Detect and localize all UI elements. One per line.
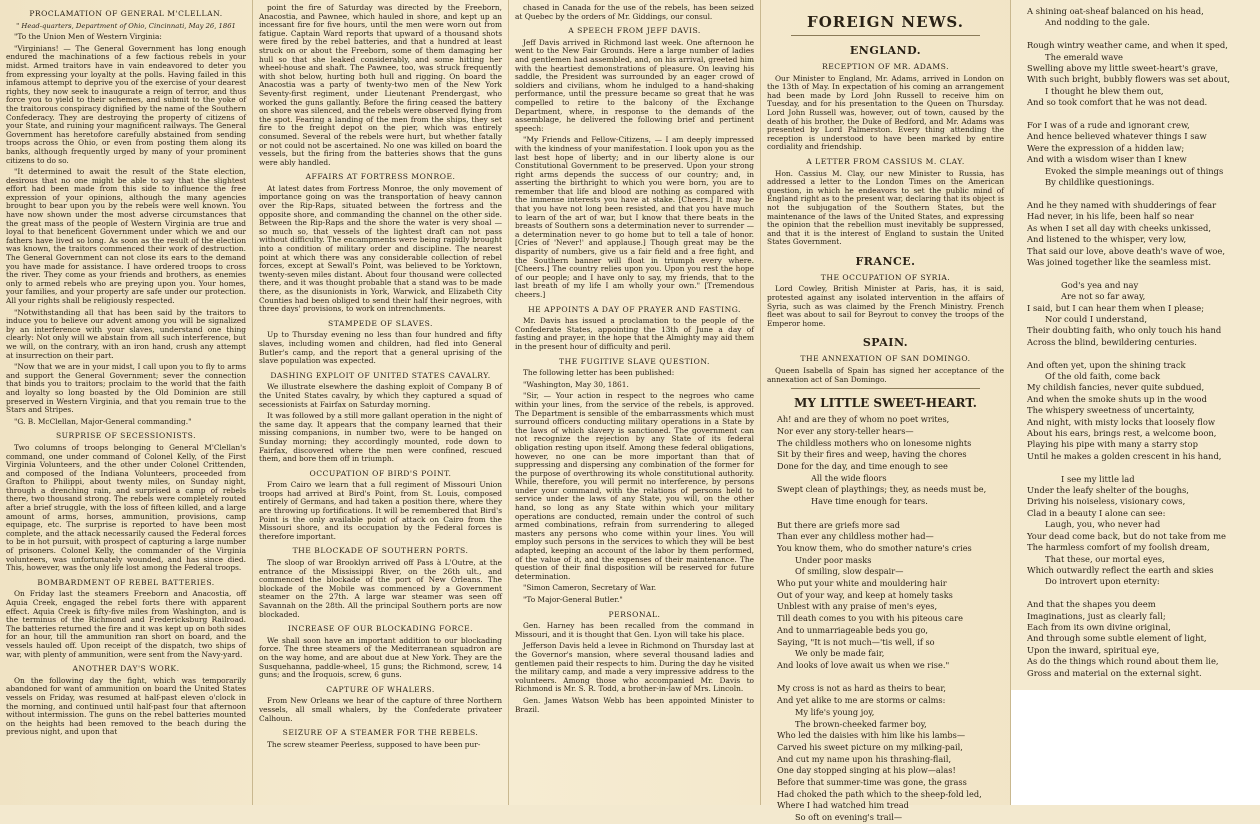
poem-line: One day stopped singing at his plow—alas! <box>777 765 956 776</box>
poem-line: And night, with misty locks that loosely flow <box>1027 416 1216 427</box>
poem-line <box>1027 462 1248 473</box>
poem-line <box>1027 189 1248 200</box>
poem-line <box>777 672 998 684</box>
poem-line: Until he makes a golden crescent in his hand, <box>1027 450 1222 461</box>
poem-line <box>1027 29 1248 40</box>
poem-title: MY LITTLE SWEET-HEART. <box>794 396 977 411</box>
article-paragraph: Up to Thursday evening no less than four hundred and fifty slaves, including women and children, had fled into General Butler's camp, and the report that a general uprising of the slave population was expected. <box>259 330 502 366</box>
article-heading: INCREASE OF OUR BLOCKADING FORCE. <box>287 624 474 634</box>
poem-line: Each from its own divine original, <box>1027 621 1171 632</box>
poem-line: Were the expression of a hidden law; <box>1027 142 1185 153</box>
article-paragraph: We illustrate elsewhere the dashing exploit of Company B of the United States cavalry, by which they captured a squad of secessionists at Fairfax on Saturday morning. <box>259 382 502 409</box>
poem-continued <box>1017 4 1254 679</box>
poem-line: And hence believed whatever things I saw <box>1027 131 1207 142</box>
poem-line: Gross and material on the external sight. <box>1027 667 1202 678</box>
poem-line: Who led the daisies with him like his lambs— <box>777 730 966 741</box>
poem-line: The emerald wave <box>1045 51 1124 62</box>
poem-line: The whispery sweetness of uncertainty, <box>1027 405 1195 416</box>
column-5-poem-continued <box>1010 0 1260 805</box>
poem-line: And to unmarriageable beds you go, <box>777 624 928 635</box>
article-paragraph: From New Orleans we hear of the capture of three Northern vessels, all small whalers, by the Confederate privateer Calhoun. <box>259 696 502 723</box>
article-text: Lord Cowley, British Minister at Paris, has, it is said, protested against any isolated intervention in the affairs of Syria, such as was claimed by the French Ministry. French fleet was about to sail for Beyrout to convey the troops of the Emperor home. <box>767 284 1004 328</box>
poem-line: As when I set all day with cheeks unkissed, <box>1027 222 1212 233</box>
poem-line: And through some subtle element of light, <box>1027 633 1207 644</box>
article-paragraph: The screw steamer Peerless, supposed to have been pur- <box>267 739 481 749</box>
poem-line: Out of your way, and keep at homely tasks <box>777 589 953 600</box>
poem-line: So oft on evening's trail— <box>795 812 903 823</box>
article-paragraph: The following letter has been published: <box>523 368 675 378</box>
article-paragraph: "G. B. McClellan, Major-General commanding." <box>14 416 192 426</box>
article-text: Queen Isabella of Spain has signed her acceptance of the annexation act of San Domingo. <box>767 366 1004 384</box>
foreign-news-title: FOREIGN NEWS. <box>807 13 964 31</box>
poem-line: Who put your white and mouldering hair <box>777 578 947 589</box>
article-paragraph: "It determined to await the result of the State election, desirous that no one might be able to say that the slightest effort had been made from this side to influence the free expression of your opinions, although the many agencies brought to bear upon you by the rebels were well known. You have now shown under the most adverse circumstances that the great mass of the people of Western Virginia are true and loyal to that beneficent Government under which we and our fathers have lived so long. As soon as the result of the election was known, the traitors commenced their work of destruction. The General Government can not close its ears to the demand you have made for assistance. I have ordered troops to cross the river. They come as your friends and brothers, as enemies only to armed rebels who are preying upon you. Your homes, your families, and your property are safe under our protection. All your rights shall be religiously respected. <box>6 167 246 305</box>
article-heading: A SPEECH FROM JEFF DAVIS. <box>568 26 701 36</box>
poem-line: Under poor masks <box>795 554 872 565</box>
article-text: Our Minister to England, Mr. Adams, arrived in London on the 13th of May. In expectation of his coming an arrangement had been made by Lord John Russell to receive him on Tuesday, and for his presentation to the Queen on Thursday. Lord John Russell was, however, out of town, caused by the death of his brother, the Duke of Bedford, and Mr. Adams was presented by Lord Palmerston. Every thing attending the reception is understood to have been marked by entire cordiality and friendship. <box>767 73 1004 152</box>
poem-line: A shining oat-sheaf balanced on his head, <box>1027 6 1204 16</box>
article-heading: SURPRISE OF SECESSIONISTS. <box>55 431 197 441</box>
article-heading: ANOTHER DAY'S WORK. <box>72 664 180 674</box>
article-paragraph: "To Major-General Butler." <box>523 595 623 604</box>
poem-line: Rough wintry weather came, and when it sped, <box>1027 40 1228 51</box>
poem-line: I thought he blew them out, <box>1045 85 1164 96</box>
poem-line: My childish fancies, never quite subdued, <box>1027 382 1205 393</box>
poem-line: That these, our mortal eyes, <box>1045 553 1165 564</box>
article-paragraph: "Notwithstanding all that has been said by the traitors to induce you to believe our advent among you will be signalized by an interference with your slaves, understand one thing clearly: Not only will we abstain from all such interference, but we will, on the contrary, with an iron hand, crush any attempt at insurrection on their part. <box>6 307 246 360</box>
poem-line: Had never, in his life, been half so near <box>1027 211 1194 222</box>
column-2 <box>252 0 508 805</box>
article-paragraph: "Simon Cameron, Secretary of War. <box>523 583 657 593</box>
article-paragraph: Gen. James Watson Webb has been appointed Minister to Brazil. <box>515 695 754 714</box>
article-paragraph: At latest dates from Fortress Monroe, the only movement of importance going on was the transportation of heavy cannon over the Rip-Raps, situated between the fortress and the opposite shore, and commanding the channel on the other side. Between the Rip-Raps and the shore the water is very shoal — so much so, that vessels of the lightest draft can not pass without difficulty. The encampments were being rapidly brought into a condition of military order and discipline. The nearest point at which there was any considerable collection of rebel forces, except at Sewall's Point, was believed to be Yorktown, twenty-seven miles distant. About four thousand were collected there, and it was thought probable that a stand was to be made there, as the disunionists in York, Warwick, and Elizabeth City Counties had been obliged to send their half their negroes, with three days' provisions, to work on intrenchments. <box>259 183 502 314</box>
poem-line: And that the shapes you deem <box>1027 599 1156 610</box>
article-paragraph: It was followed by a still more gallant operation in the night of the same day. It appears that the company learned that their missing companions, in number two, were to be hanged on Sunday morning; they accordingly mounted, rode down to Fairfax, discovered where the men were confined, rescued them, and bore them off in triumph. <box>259 411 502 464</box>
poem-line: Driving his noiseless, visionary cows, <box>1027 496 1186 507</box>
article-paragraph: Gen. Harney has been recalled from the command in Missouri, and it is thought that Gen. Lyon will take his place. <box>515 621 754 639</box>
article-paragraph: Mr. Davis has issued a proclamation to the people of the Confederate States, appointing the 13th of June a day of fasting and prayer, in the hope that the Almighty may aid them in the present hour of difficulty and peril. <box>515 316 754 351</box>
poem-line: For I was of a rude and ignorant crew, <box>1027 120 1190 131</box>
section-england: ENGLAND. <box>849 44 922 57</box>
poem-line: Before that summer-time was gone, the grass <box>777 777 967 788</box>
article-paragraph: Two columns of troops belonging to General M'Clellan's command, one under command of Colonel Kelly, of the First Virginia Volunteers, and the other under Colonel Crittenden, and composed of the Indiana Volunteers, proceeded from Grafton to Philippi, about twenty miles, on Sunday night, through a drenching rain, and surprised a camp of rebels there, two thousand strong. The rebels were completely routed after a brief struggle, with the loss of fifteen killed, and a large amount of arms, horses, ammunition, provisions, camp equipage, etc. The surprise is reported to have been most complete, and the attack necessarily caused the Federal forces to be in hot pursuit, with prospect of capturing a large number of prisoners. Colonel Kelly, the commander of the Virginia volunteers, was unfortunately wounded, and has since died. This, however, was the only life lost among the Federal troops. <box>6 442 246 573</box>
poem-line: We only be made fair, <box>795 648 885 659</box>
article-paragraph: Jeff Davis arrived in Richmond last week. One afternoon he went to the New Fair Grounds. Here a large number of ladies and gentlemen had assembled, and, on his arrival, greeted him with the heartiest demonstrations of pleasure. On leaving his saddle, the President was surrounded by an eager crowd of soldiers and civilians, whom he indulged to a hand-shaking performance, until the pressure became so great that he was compelled to retire to the balcony of the Exchange Department, where, in response to the demands of the assemblage, he delivered the following brief and pertinent speech: <box>515 37 754 133</box>
article-paragraph: point the fire of Saturday was directed by the Freeborn, Anacostia, and Pawnee, which hauled in shore, and kept up an incessant fire for five hours, until the men were worn out from fatigue. Captain Ward reports that upward of a thousand shots were fired by the rebel batteries, and that a hundred at least struck on or about the Freeborn, some of them damaging her hull so that she leaked considerably, and some hitting her wheel-house and shaft. The Pawnee, too, was struck frequently with shot below, hurting both hull and rigging. On board the Anacostia was a party of twenty-two men of the New York Seventy-first regiment, under Lieutenant Prendergast, who worked the guns gallantly. Before the firing ceased the battery on shore was silenced, and the rebels were observed flying from the spot. Fearing a landing of the men from the ships, they set fire to the freight depot on the pier, which was entirely consumed. Several of the rebels were hurt, but whether fatally or not could not be ascertained. No one was killed on board the vessels, but the firing from the batteries shows that the guns were ably handled. <box>259 3 502 167</box>
poem-line: But there are griefs more sad <box>777 519 901 530</box>
poem-line <box>1027 109 1248 120</box>
poem-line <box>1027 348 1248 359</box>
poem-line: I see my little lad <box>1061 473 1135 484</box>
poem-line: Was joined together like the seamless mist. <box>1027 256 1212 267</box>
poem-line: Which outwardly reflect the earth and skies <box>1027 564 1214 575</box>
poem-line: The childless mothers who on lonesome nights <box>777 437 972 448</box>
poem-line: God's yea and nay <box>1061 279 1139 290</box>
poem-line: Ah! and are they of whom no poet writes, <box>777 414 950 425</box>
poem-line: Evoked the simple meanings out of things <box>1045 165 1224 176</box>
article-text: Hon. Cassius M. Clay, our new Minister to Russia, has addressed a letter to the London Times on the American question, in which he endeavors to set the public mind of England right as to the present war, declaring that its object is not the subjugation of the Southern States, but the maintenance of the laws of the United States, and expressing the opinion that the rebellion must inevitably be suppressed, and that it is the interest of England to sustain the United States Government. <box>767 168 1004 247</box>
poem-line: Of smiling, slow despair— <box>795 566 904 577</box>
poem-line <box>1027 268 1248 279</box>
poem-line: That said our love, above death's wave of woe, <box>1027 245 1226 256</box>
poem-line: Done for the day, and time enough to see <box>777 461 948 472</box>
article-heading: STAMPEDE OF SLAVES. <box>328 318 433 328</box>
poem-line: And he they named with shudderings of fear <box>1027 199 1217 210</box>
poem-line: Swelling above my little sweet-heart's grave, <box>1027 63 1219 74</box>
article-paragraph: "Virginians! — The General Government has long enough endured the machinations of a few factious rebels in your midst. Armed traitors have in vain endeavored to deter you from expressing your loyalty at the polls. Having failed in this infamous attempt to deprive you of the exercise of your dearest rights, they now seek to inaugurate a reign of terror, and thus force you to yield to their schemes, and submit to the yoke of the traitorous conspiracy dignified by the name of the Southern Confederacy. They are destroying the property of citizens of your State, and ruining your magnificent railways. The General Government has heretofore carefully abstained from sending troops across the Ohio, or even from posting them along its banks, although frequently urged by many of your prominent citizens to do so. <box>6 43 246 165</box>
poem-line: And often yet, upon the shining track <box>1027 359 1186 370</box>
poem-line: And listened to the whisper, very low, <box>1027 234 1187 245</box>
poem-line: And with a wisdom wiser than I knew <box>1027 154 1187 165</box>
poem-line <box>777 508 998 520</box>
section-spain: SPAIN. <box>862 336 909 350</box>
article-paragraph: On the following day the fight, which was temporarily abandoned for want of ammunition on board the United States vessels on Friday, was resumed at half-past eleven o'clock in the morning, and continued until half-past four that afternoon without intermission. The guns on the rebel batteries mounted on the heights had been removed to the beach during the previous night, and upon that <box>6 675 246 737</box>
article-heading: THE BLOCKADE OF SOUTHERN PORTS. <box>292 546 469 556</box>
poem-line: And so took comfort that he was not dead. <box>1027 97 1208 108</box>
poem-line: Swept clean of playthings; they, as needs must be, <box>777 484 987 495</box>
article-heading: PERSONAL. <box>608 609 661 619</box>
article-heading: DASHING EXPLOIT OF UNITED STATES CAVALRY. <box>270 370 491 380</box>
poem-line: I said, but I can hear them when I please; <box>1027 302 1205 313</box>
article-paragraph: "Sir, — Your action in respect to the negroes who came within your lines, from the service of the rebels, is approved. The Department is sensible of the embarrassments which must surround officers conducting military operations in a State by the laws of which slavery is sanctioned. The government can not recognize the rejection by any State of its federal obligation resting upon itself. Among these federal obligations, however, no one can be more important than that of suppressing and dispersing any combination of the former for the purpose of overthrowing its whole constitutional authority. While, therefore, you will permit no interference, by persons under your command, with the relations of persons held to service under the laws of any State, you will, on the other hand, so long as any State within which your military operations are conducted, remain under the control of such armed combinations, refrain from surrendering to alleged masters any persons who come within your lines. You will employ such persons in the services to which they will be best adapted, keeping an account of the labor by them performed, of the value of it, and the expenses of their maintenance. The question of their final disposition will be reserved for future determination. <box>515 391 754 581</box>
article-heading: RECEPTION OF MR. ADAMS. <box>822 62 949 71</box>
article-heading: HE APPOINTS A DAY OF PRAYER AND FASTING. <box>528 304 741 314</box>
poem-line: Upon the inward, spiritual eye, <box>1027 644 1160 655</box>
article-heading: THE ANNEXATION OF SAN DOMINGO. <box>800 354 971 364</box>
poem-line: Are not so far away, <box>1061 291 1146 302</box>
poem-line: And when the smoke shuts up in the wood <box>1027 393 1207 404</box>
poem-line: Unblest with any praise of men's eyes, <box>777 601 938 612</box>
article-paragraph: The sloop of war Brooklyn arrived off Pass à L'Outre, at the entrance of the Mississippi River, on the 26th ult., and commenced the blockade of the port of New Orleans. The blockade of the Mobile was commenced by a Government steamer on the 27th. A large war steamer was seen off Savannah on the 28th. All the principal Southern ports are now blockaded. <box>259 558 502 619</box>
poem-line: Across the blind, bewildering centuries. <box>1027 336 1197 347</box>
poem-line: And yet alike to me are storms or calms: <box>777 695 946 706</box>
article-paragraph: On Friday last the steamers Freeborn and Anacostia, off Aquia Creek, engaged the rebel forts there with apparent effect. Aquia Creek is fifty-five miles from Washington, and is the terminus of the Richmond and Fredericksburg Railroad. The batteries returned the fire and it was kept up on both sides for an hour, till the ammunition ran short on board, and the vessels hauled off. Upon receipt of the dispatch, two ships of war, with plenty of ammunition, were sent from the Navy-yard. <box>6 589 246 659</box>
article-heading: SEIZURE OF A STEAMER FOR THE REBELS. <box>282 728 479 738</box>
poem-line: And nodding to the gale. <box>1045 17 1150 28</box>
poem-line: All the wide floors <box>811 472 887 483</box>
poem-line: And cut my name upon his thrashing-flail, <box>777 753 952 764</box>
poem-line: My life's young joy, <box>795 706 875 717</box>
article-heading: A LETTER FROM CASSIUS M. CLAY. <box>806 156 965 166</box>
poem-line: Nor ever any story-teller hears— <box>777 425 914 436</box>
poem-line: Do introvert upon eternity: <box>1045 576 1160 587</box>
column-4-foreign-news <box>760 0 1010 823</box>
article-heading: AFFAIRS AT FORTRESS MONROE. <box>305 172 456 182</box>
poem-line: The brown-cheeked farmer boy, <box>795 718 927 729</box>
column-3 <box>508 0 760 805</box>
poem-line: Have time enough for tears. <box>811 496 928 507</box>
poem-line: Till death comes to you with his piteous care <box>777 613 963 624</box>
poem-line: Their doubting faith, who only touch his hand <box>1027 325 1222 336</box>
poem-line: As do the things which round about them lie, <box>1027 656 1219 667</box>
article-heading: BOMBARDMENT OF REBEL BATTERIES. <box>37 577 215 587</box>
divider <box>791 35 980 36</box>
article-heading: THE OCCUPATION OF SYRIA. <box>820 272 951 282</box>
poem-line: About his ears, brings rest, a welcome boon, <box>1027 428 1217 439</box>
poem-line: Had choked the path which to the sheep-fold led, <box>777 788 982 799</box>
poem-line: Playing his pipe with many a starry stop <box>1027 439 1198 450</box>
poem-line: With such bright, bubbly flowers was set about, <box>1027 74 1230 85</box>
article-paragraph: "My Friends and Fellow-Citizens, — I am deeply impressed with the kindness of your manifestation. I look upon you as the last best hope of liberty; and in our liberty alone is our Constitutional Government to be preserved. Upon your strong right arms depends the success of our country; and, in asserting the birthright to which you were born, you are to remember that life and blood are nothing as compared with the immense interests you have at stake. [Cheers.] It may be that you have not long been resisted, and that you have much to learn of the art of war, but I know that there beats in the breasts of Southern sons a determination never to surrender — a determination never to go home but to tell a tale of honor. [Cries of 'Never!' and applause.] Though great may be the disparity of numbers, give us a fair field and a free fight, and the Southern banner will float in triumph every where. [Cheers.] The country relies upon you. Upon you rest the hope of our people; and I have only to say, my friends, that to the last breath of my life I am wholly your own." [Tremendous cheers.] <box>515 135 754 299</box>
poem-line: Saying, "It is not much—'tis well, if so <box>777 636 935 647</box>
poem-line: Where I had watched him tread <box>777 800 909 811</box>
article-paragraph: "Now that we are in your midst, I call upon you to fly to arms and support the General Government; sever the connection that binds you to traitors; proclaim to the world that the faith and loyalty so long boasted by the Old Dominion are still preserved in Western Virginia, and that you remain true to the Stars and Stripes. <box>6 362 246 415</box>
article-heading: PROCLAMATION OF GENERAL M'CLELLAN. <box>29 9 223 18</box>
poem-line: Of the old faith, come back <box>1045 371 1161 381</box>
poem-line: And looks of love await us when we rise." <box>777 659 950 670</box>
article-paragraph: We shall soon have an important addition to our blockading force. The three steamers of the Mediterranean squadron are on the way home, and are about due at New York. They are the Susquehanna, paddle-wheel, 15 guns; the Richmond, screw, 14 guns; and the Iroquois, screw, 6 guns. <box>259 635 502 680</box>
article-heading: CAPTURE OF WHALERS. <box>326 684 435 694</box>
poem-line: Nor could I understand, <box>1045 313 1148 324</box>
article-heading: OCCUPATION OF BIRD'S POINT. <box>309 468 452 478</box>
article-paragraph: "Washington, May 30, 1861. <box>523 379 629 389</box>
section-france: FRANCE. <box>855 254 916 268</box>
article-dateline: " Head-quarters, Department of Ohio, Cincinnati, May 26, 1861 <box>16 21 236 30</box>
blank-area <box>1011 690 1260 805</box>
poem-line: You know them, who do smother nature's cries <box>777 542 972 553</box>
poem-line: Your dead come back, but do not take from me <box>1027 530 1226 541</box>
poem-line: Sit by their fires and weep, having the chores <box>777 449 967 460</box>
poem-line <box>1027 588 1248 599</box>
poem-line: Clad in a beauty I alone can see: <box>1027 507 1166 518</box>
poem-line: Carved his sweet picture on my milking-pail, <box>777 741 963 752</box>
poem-line: By childlike questionings. <box>1045 177 1155 188</box>
article-paragraph: Jefferson Davis held a levee in Richmond on Thursday last at the Governor's mansion, where several thousand ladies and gentlemen paid their respects to him. During the day he visited the military camp, and made a very impressive address to the volunteers. Among those who accompanied Mr. Davis to Richmond is Mr. S. R. Todd, a brother-in-law of Mrs. Lincoln. <box>515 641 754 694</box>
poem-line: My cross is not as hard as theirs to bear, <box>777 683 946 694</box>
article-paragraph: chased in Canada for the use of the rebels, has been seized at Quebec by the orders of Mr. Giddings, our consul. <box>515 3 754 21</box>
poem-stanzas <box>767 412 1004 824</box>
article-paragraph: From Cairo we learn that a full regiment of Missouri Union troops had arrived at Bird's Point, from St. Louis, composed entirely of Germans, and had taken a position there, where they are throwing up fortifications. It will be remembered that Bird's Point is the only available point of attack on Cairo from the Missouri shore, and its occupation by the Federal forces is therefore important. <box>259 480 502 541</box>
article-paragraph: "To the Union Men of Western Virginia: <box>14 32 162 42</box>
poem-line: Than ever any childless mother had— <box>777 531 934 542</box>
divider <box>791 388 980 389</box>
column-1 <box>0 0 252 805</box>
poem-line: Under the leafy shelter of the boughs, <box>1027 485 1189 496</box>
poem-line: Laugh, you, who never had <box>1045 519 1161 530</box>
poem-line: Imaginations, just as clearly fall; <box>1027 610 1166 621</box>
article-heading: THE FUGITIVE SLAVE QUESTION. <box>559 356 710 366</box>
poem-line: The harmless comfort of my foolish dream, <box>1027 542 1210 553</box>
